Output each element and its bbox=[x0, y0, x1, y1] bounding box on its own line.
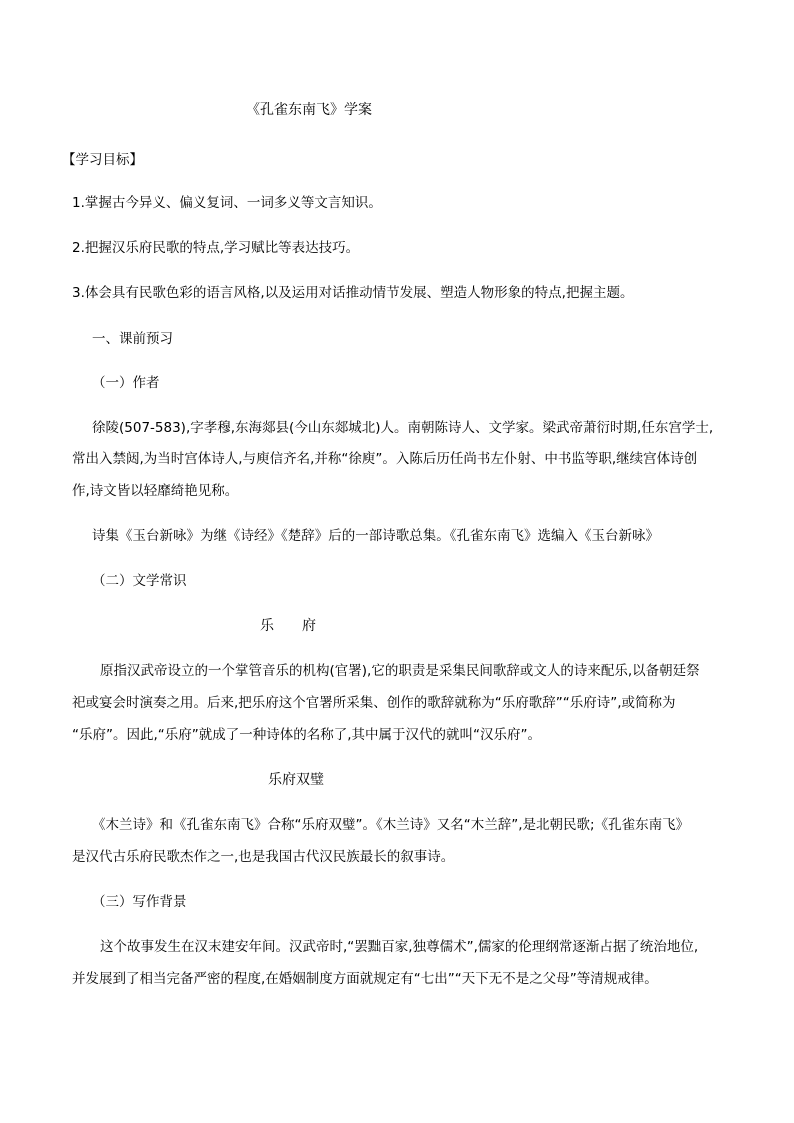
yuefu-paragraph-line-2: 祀或宴会时演奏之用。后来,把乐府这个官署所采集、创作的歌辞就称为“乐府歌辞”“乐府诗”,或简称为 bbox=[72, 695, 676, 711]
shuangbi-paragraph-line-2: 是汉代古乐府民歌杰作之一,也是我国古代汉民族最长的叙事诗。 bbox=[72, 849, 455, 865]
yuefu-paragraph-line-1: 原指汉武帝设立的一个掌管音乐的机构(官署),它的职责是采集民间歌辞或文人的诗来配乐,以备朝廷祭 bbox=[100, 663, 700, 679]
objective-item-3: 3.体会具有民歌色彩的语言风格,以及运用对话推动情节发展、塑造人物形象的特点,把握主题。 bbox=[72, 285, 634, 301]
author-paragraph-line-3: 作,诗文皆以轻靡绮艳见称。 bbox=[72, 483, 239, 499]
author-paragraph-line-2: 常出入禁闼,为当时宫体诗人,与庾信齐名,并称“徐庾”。入陈后历任尚书左仆射、中书监等职,继续宫体诗创 bbox=[72, 451, 698, 467]
objective-item-2: 2.把握汉乐府民歌的特点,学习赋比等表达技巧。 bbox=[72, 240, 360, 256]
background-paragraph-line-1: 这个故事发生在汉末建安年间。汉武帝时,“罢黜百家,独尊儒术”,儒家的伦理纲常逐渐占据了统治地位, bbox=[100, 939, 699, 955]
subsection-heading-literary-knowledge: （二）文学常识 bbox=[92, 573, 187, 589]
author-paragraph-line-1: 徐陵(507-583),字孝穆,东海郯县(今山东郯城北)人。南朝陈诗人、文学家。梁武帝萧衍时期,任东宫学士, bbox=[92, 420, 714, 436]
subsection-heading-author: （一）作者 bbox=[92, 375, 160, 391]
yuefu-paragraph-line-3: “乐府”。因此,“乐府”就成了一种诗体的名称了,其中属于汉代的就叫“汉乐府”。 bbox=[72, 727, 542, 743]
subsection-heading-background: （三）写作背景 bbox=[92, 894, 187, 910]
objectives-heading: 【学习目标】 bbox=[62, 152, 143, 168]
background-paragraph-line-2: 并发展到了相当完备严密的程度,在婚姻制度方面就规定有“七出”“天下无不是之父母”等清规戒律。 bbox=[72, 971, 658, 987]
yuefu-heading: 乐 府 bbox=[260, 618, 316, 634]
section-heading-preview: 一、课前预习 bbox=[92, 331, 173, 347]
shuangbi-heading: 乐府双璧 bbox=[268, 772, 324, 788]
objective-item-1: 1.掌握古今异义、偏义复词、一词多义等文言知识。 bbox=[72, 195, 382, 211]
page-title: 《孔雀东南飞》学案 bbox=[246, 102, 372, 118]
anthology-paragraph: 诗集《玉台新咏》为继《诗经》《楚辞》后的一部诗歌总集。《孔雀东南飞》选编入《玉台新咏》 bbox=[92, 528, 659, 544]
shuangbi-paragraph-line-1: 《木兰诗》和《孔雀东南飞》合称“乐府双璧”。《木兰诗》又名“木兰辞”,是北朝民歌;《孔雀东南飞》 bbox=[92, 817, 690, 833]
